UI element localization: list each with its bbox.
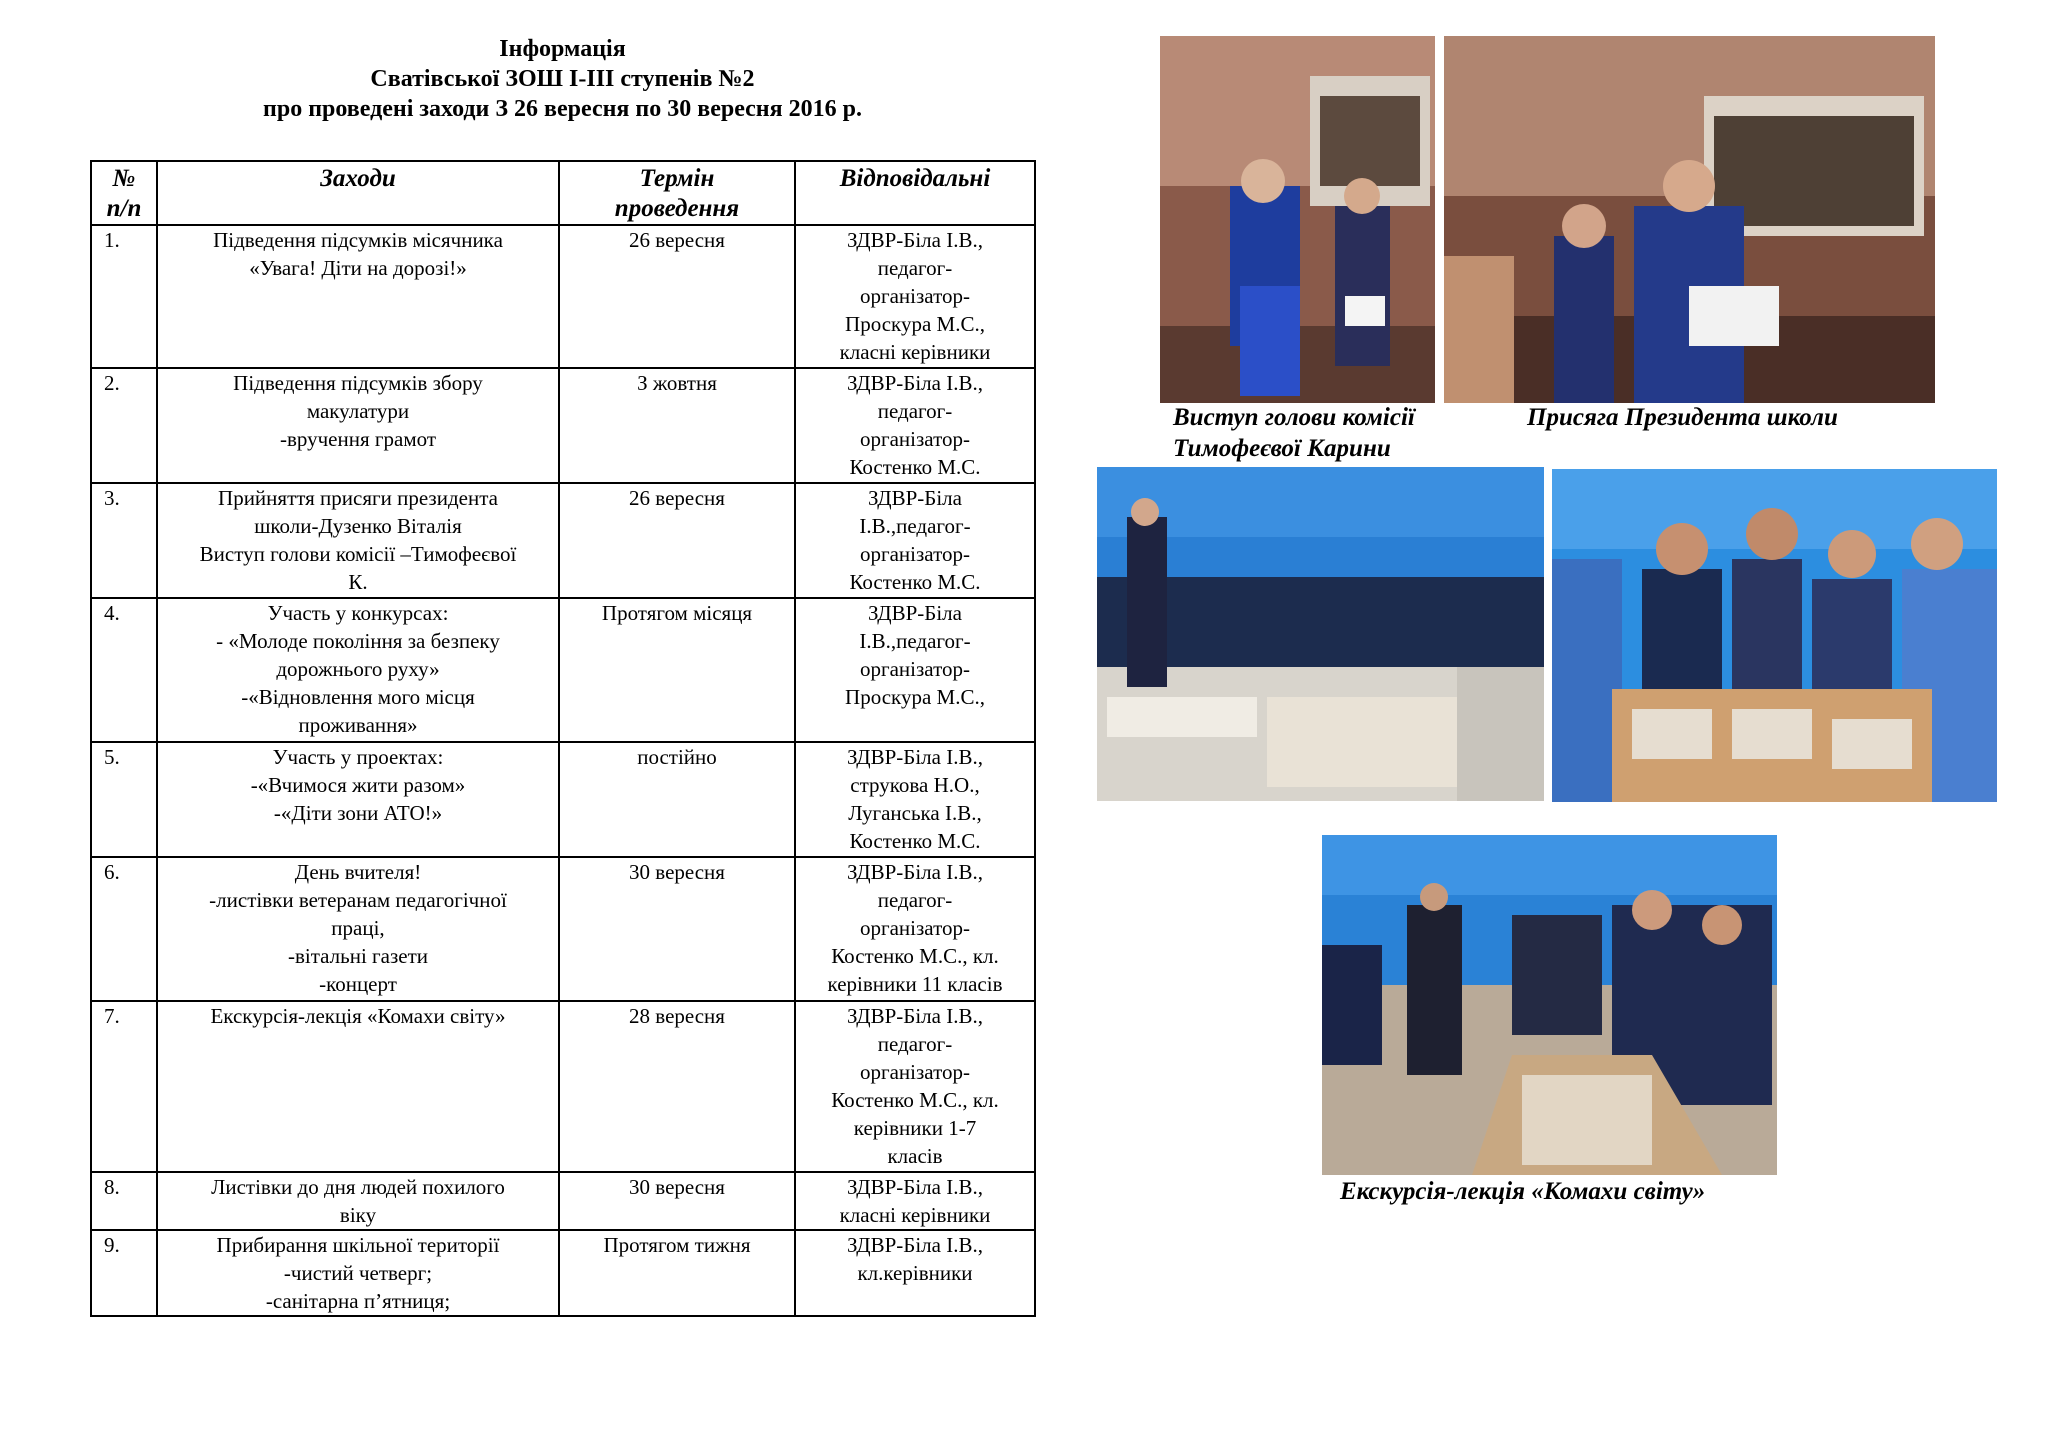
row-number: 2. — [91, 368, 157, 483]
row-event: Участь у проектах: -«Вчимося жити разом» -«Діти зони АТО!» — [157, 742, 559, 857]
header-responsible: Відповідальні — [795, 161, 1035, 225]
row-number: 4. — [91, 598, 157, 742]
row-number: 9. — [91, 1230, 157, 1316]
table-header-row — [91, 161, 1035, 225]
row-event: Підведення підсумків місячника «Увага! Діти на дорозі!» — [157, 225, 559, 368]
table-row — [91, 1172, 1035, 1230]
row-responsible: ЗДВР-Біла І.В., струкова Н.О., Луганська І.В., Костенко М.С. — [795, 742, 1035, 857]
header-period: про проведені заходи З 26 вересня по 30 вересня 2016 р. — [263, 96, 862, 122]
row-date: 30 вересня — [559, 857, 795, 1001]
photo-insects-excursion — [1322, 835, 1777, 1175]
row-responsible: ЗДВР-Біла І.В., кл.керівники — [795, 1230, 1035, 1316]
row-date: З жовтня — [559, 368, 795, 483]
row-event: Підведення підсумків збору макулатури -вручення грамот — [157, 368, 559, 483]
row-event: Прийняття присяги президента школи-Дузенко Віталія Виступ голови комісії –Тимофеєвої К. — [157, 483, 559, 598]
table-row — [91, 1230, 1035, 1316]
table-row — [91, 742, 1035, 857]
row-date: 28 вересня — [559, 1001, 795, 1172]
events-table — [90, 160, 1036, 1317]
row-date: Протягом тижня — [559, 1230, 795, 1316]
row-number: 3. — [91, 483, 157, 598]
row-responsible: ЗДВР-Біла І.В.,педагог- організатор- Проскура М.С., — [795, 598, 1035, 742]
row-event: Участь у конкурсах: - «Молоде покоління за безпеку дорожнього руху» -«Відновлення мого місця проживання» — [157, 598, 559, 742]
table-row — [91, 598, 1035, 742]
table-row — [91, 1001, 1035, 1172]
document-header — [90, 34, 1035, 124]
caption-president-oath: Присяга Президента школи — [1527, 404, 1838, 431]
photo-students-exhibit — [1552, 469, 1997, 802]
row-responsible: ЗДВР-Біла І.В., педагог- організатор- Костенко М.С. — [795, 368, 1035, 483]
row-date: 30 вересня — [559, 1172, 795, 1230]
table-row — [91, 368, 1035, 483]
row-number: 6. — [91, 857, 157, 1001]
row-event: Листівки до дня людей похилого віку — [157, 1172, 559, 1230]
row-responsible: ЗДВР-Біла І.В., педагог- організатор- Костенко М.С., кл. керівники 11 класів — [795, 857, 1035, 1001]
row-responsible: ЗДВР-Біла І.В., педагог- організатор- Проскура М.С., класні керівники — [795, 225, 1035, 368]
header-event: Заходи — [157, 161, 559, 225]
row-date: постійно — [559, 742, 795, 857]
row-event: Екскурсія-лекція «Комахи світу» — [157, 1001, 559, 1172]
row-responsible: ЗДВР-Біла І.В., педагог- організатор- Костенко М.С., кл. керівники 1-7 класів — [795, 1001, 1035, 1172]
row-number: 5. — [91, 742, 157, 857]
header-school: Сватівської ЗОШ І-ІІІ ступенів №2 — [370, 66, 755, 92]
row-number: 8. — [91, 1172, 157, 1230]
row-number: 1. — [91, 225, 157, 368]
photo-president-oath — [1444, 36, 1935, 403]
header-date: Термін проведення — [559, 161, 795, 225]
caption-insects-excursion: Екскурсія-лекція «Комахи світу» — [1340, 1178, 1706, 1205]
row-number: 7. — [91, 1001, 157, 1172]
row-date: 26 вересня — [559, 483, 795, 598]
row-date: 26 вересня — [559, 225, 795, 368]
table-row — [91, 225, 1035, 368]
row-date: Протягом місяця — [559, 598, 795, 742]
row-event: Прибирання шкільної території -чистий четверг; -санітарна п’ятниця; — [157, 1230, 559, 1316]
caption-commission-speech: Виступ голови комісії Тимофеєвої Карини — [1173, 404, 1415, 462]
row-event: День вчителя! -листівки ветеранам педагогічної праці, -вітальні газети -концерт — [157, 857, 559, 1001]
row-responsible: ЗДВР-Біла І.В.,педагог- організатор- Костенко М.С. — [795, 483, 1035, 598]
photo-commission-speech — [1160, 36, 1435, 403]
header-title: Інформація — [499, 36, 626, 62]
header-num: № п/п — [91, 161, 157, 225]
table-row — [91, 483, 1035, 598]
table-row — [91, 857, 1035, 1001]
row-responsible: ЗДВР-Біла І.В., класні керівники — [795, 1172, 1035, 1230]
photo-gym-audience — [1097, 467, 1544, 801]
